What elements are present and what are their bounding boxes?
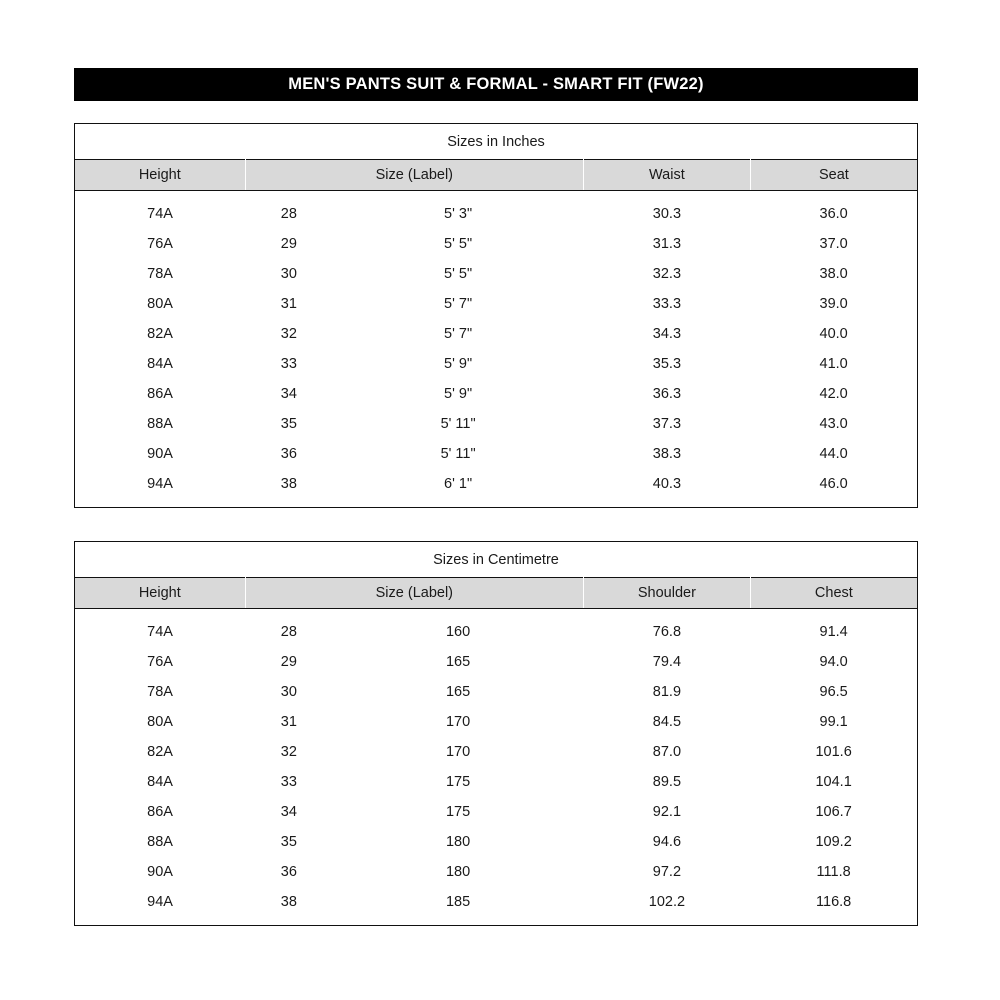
cell-label: 185 xyxy=(333,887,584,917)
cell-waist: 38.3 xyxy=(584,439,751,469)
cell-waist: 34.3 xyxy=(584,319,751,349)
table-row xyxy=(75,617,917,647)
spacer-cell xyxy=(75,917,917,925)
cell-shoulder: 81.9 xyxy=(584,677,751,707)
table-row xyxy=(75,259,917,289)
cell-height: 80A xyxy=(75,707,245,737)
cell-chest: 111.8 xyxy=(750,857,917,887)
cell-label: 5' 9" xyxy=(333,379,584,409)
col-header-waist: Waist xyxy=(584,160,751,191)
cell-seat: 43.0 xyxy=(750,409,917,439)
cell-height: 80A xyxy=(75,289,245,319)
sizes-in-centimetre-table-block xyxy=(74,541,918,926)
cell-height: 94A xyxy=(75,469,245,499)
cell-height: 88A xyxy=(75,409,245,439)
cell-chest: 91.4 xyxy=(750,617,917,647)
cell-size: 38 xyxy=(245,469,333,499)
cell-height: 76A xyxy=(75,229,245,259)
table-row xyxy=(75,797,917,827)
cell-seat: 46.0 xyxy=(750,469,917,499)
cell-shoulder: 84.5 xyxy=(584,707,751,737)
cell-height: 94A xyxy=(75,887,245,917)
cell-waist: 40.3 xyxy=(584,469,751,499)
cell-chest: 109.2 xyxy=(750,827,917,857)
cell-label: 180 xyxy=(333,857,584,887)
cell-shoulder: 102.2 xyxy=(584,887,751,917)
cell-label: 5' 5" xyxy=(333,259,584,289)
cell-label: 5' 3" xyxy=(333,199,584,229)
cell-chest: 94.0 xyxy=(750,647,917,677)
cell-height: 74A xyxy=(75,199,245,229)
cell-label: 165 xyxy=(333,647,584,677)
header-row xyxy=(75,578,917,609)
table-row xyxy=(75,857,917,887)
cell-size: 31 xyxy=(245,707,333,737)
table-row xyxy=(75,229,917,259)
cell-height: 86A xyxy=(75,379,245,409)
table-header-inches xyxy=(75,160,917,191)
cell-seat: 42.0 xyxy=(750,379,917,409)
cell-label: 5' 11" xyxy=(333,409,584,439)
cell-label: 5' 7" xyxy=(333,319,584,349)
table-body-centimetre xyxy=(75,609,917,926)
cell-height: 82A xyxy=(75,737,245,767)
cell-size: 35 xyxy=(245,409,333,439)
table-row xyxy=(75,319,917,349)
cell-size: 30 xyxy=(245,259,333,289)
cell-height: 88A xyxy=(75,827,245,857)
spacer-row xyxy=(75,499,917,507)
spacer-row xyxy=(75,609,917,618)
cell-height: 90A xyxy=(75,857,245,887)
cell-label: 170 xyxy=(333,707,584,737)
sizes-in-inches-table xyxy=(75,124,917,507)
table-row xyxy=(75,199,917,229)
table-row xyxy=(75,379,917,409)
cell-waist: 32.3 xyxy=(584,259,751,289)
cell-seat: 38.0 xyxy=(750,259,917,289)
cell-waist: 36.3 xyxy=(584,379,751,409)
cell-height: 78A xyxy=(75,677,245,707)
table-header-centimetre xyxy=(75,578,917,609)
cell-height: 78A xyxy=(75,259,245,289)
table-row xyxy=(75,827,917,857)
table-row xyxy=(75,349,917,379)
col-header-chest: Chest xyxy=(750,578,917,609)
cell-waist: 31.3 xyxy=(584,229,751,259)
cell-seat: 36.0 xyxy=(750,199,917,229)
cell-label: 5' 9" xyxy=(333,349,584,379)
header-row xyxy=(75,160,917,191)
cell-size: 33 xyxy=(245,349,333,379)
cell-seat: 44.0 xyxy=(750,439,917,469)
cell-height: 86A xyxy=(75,797,245,827)
table-row xyxy=(75,409,917,439)
table-caption-centimetre: Sizes in Centimetre xyxy=(75,542,917,577)
col-header-seat: Seat xyxy=(750,160,917,191)
cell-waist: 37.3 xyxy=(584,409,751,439)
page-title: MEN'S PANTS SUIT & FORMAL - SMART FIT (FW22) xyxy=(74,68,918,101)
cell-height: 82A xyxy=(75,319,245,349)
cell-label: 175 xyxy=(333,767,584,797)
cell-size: 28 xyxy=(245,199,333,229)
col-header-height: Height xyxy=(75,578,245,609)
cell-label: 180 xyxy=(333,827,584,857)
cell-height: 74A xyxy=(75,617,245,647)
cell-chest: 106.7 xyxy=(750,797,917,827)
spacer-cell xyxy=(75,609,917,618)
cell-shoulder: 89.5 xyxy=(584,767,751,797)
cell-chest: 99.1 xyxy=(750,707,917,737)
col-header-size-label: Size (Label) xyxy=(245,160,583,191)
cell-size: 38 xyxy=(245,887,333,917)
cell-size: 33 xyxy=(245,767,333,797)
cell-shoulder: 79.4 xyxy=(584,647,751,677)
spacer-cell xyxy=(75,499,917,507)
table-row xyxy=(75,439,917,469)
table-row xyxy=(75,887,917,917)
cell-shoulder: 94.6 xyxy=(584,827,751,857)
cell-seat: 41.0 xyxy=(750,349,917,379)
cell-label: 5' 11" xyxy=(333,439,584,469)
cell-label: 175 xyxy=(333,797,584,827)
cell-height: 84A xyxy=(75,767,245,797)
table-row xyxy=(75,647,917,677)
table-row xyxy=(75,289,917,319)
cell-chest: 101.6 xyxy=(750,737,917,767)
cell-label: 5' 5" xyxy=(333,229,584,259)
cell-size: 35 xyxy=(245,827,333,857)
cell-height: 76A xyxy=(75,647,245,677)
cell-seat: 39.0 xyxy=(750,289,917,319)
cell-size: 29 xyxy=(245,647,333,677)
table-caption-inches: Sizes in Inches xyxy=(75,124,917,159)
cell-label: 170 xyxy=(333,737,584,767)
cell-size: 36 xyxy=(245,439,333,469)
cell-size: 32 xyxy=(245,319,333,349)
cell-label: 165 xyxy=(333,677,584,707)
sizes-in-centimetre-table xyxy=(75,542,917,925)
col-header-size-label: Size (Label) xyxy=(245,578,583,609)
cell-size: 29 xyxy=(245,229,333,259)
cell-waist: 30.3 xyxy=(584,199,751,229)
cell-label: 5' 7" xyxy=(333,289,584,319)
cell-seat: 40.0 xyxy=(750,319,917,349)
cell-shoulder: 92.1 xyxy=(584,797,751,827)
table-row xyxy=(75,737,917,767)
spacer-row xyxy=(75,191,917,200)
table-row xyxy=(75,767,917,797)
table-row xyxy=(75,707,917,737)
cell-chest: 116.8 xyxy=(750,887,917,917)
cell-size: 28 xyxy=(245,617,333,647)
table-row xyxy=(75,469,917,499)
cell-size: 31 xyxy=(245,289,333,319)
spacer-cell xyxy=(75,191,917,200)
cell-label: 160 xyxy=(333,617,584,647)
cell-shoulder: 76.8 xyxy=(584,617,751,647)
cell-height: 84A xyxy=(75,349,245,379)
spacer-row xyxy=(75,917,917,925)
cell-size: 30 xyxy=(245,677,333,707)
cell-height: 90A xyxy=(75,439,245,469)
cell-chest: 104.1 xyxy=(750,767,917,797)
cell-waist: 35.3 xyxy=(584,349,751,379)
cell-size: 34 xyxy=(245,379,333,409)
cell-size: 36 xyxy=(245,857,333,887)
table-body-inches xyxy=(75,191,917,508)
cell-shoulder: 87.0 xyxy=(584,737,751,767)
table-row xyxy=(75,677,917,707)
cell-shoulder: 97.2 xyxy=(584,857,751,887)
sizes-in-inches-table-block xyxy=(74,123,918,508)
cell-seat: 37.0 xyxy=(750,229,917,259)
col-header-shoulder: Shoulder xyxy=(584,578,751,609)
cell-label: 6' 1" xyxy=(333,469,584,499)
cell-size: 32 xyxy=(245,737,333,767)
col-header-height: Height xyxy=(75,160,245,191)
cell-waist: 33.3 xyxy=(584,289,751,319)
cell-chest: 96.5 xyxy=(750,677,917,707)
cell-size: 34 xyxy=(245,797,333,827)
